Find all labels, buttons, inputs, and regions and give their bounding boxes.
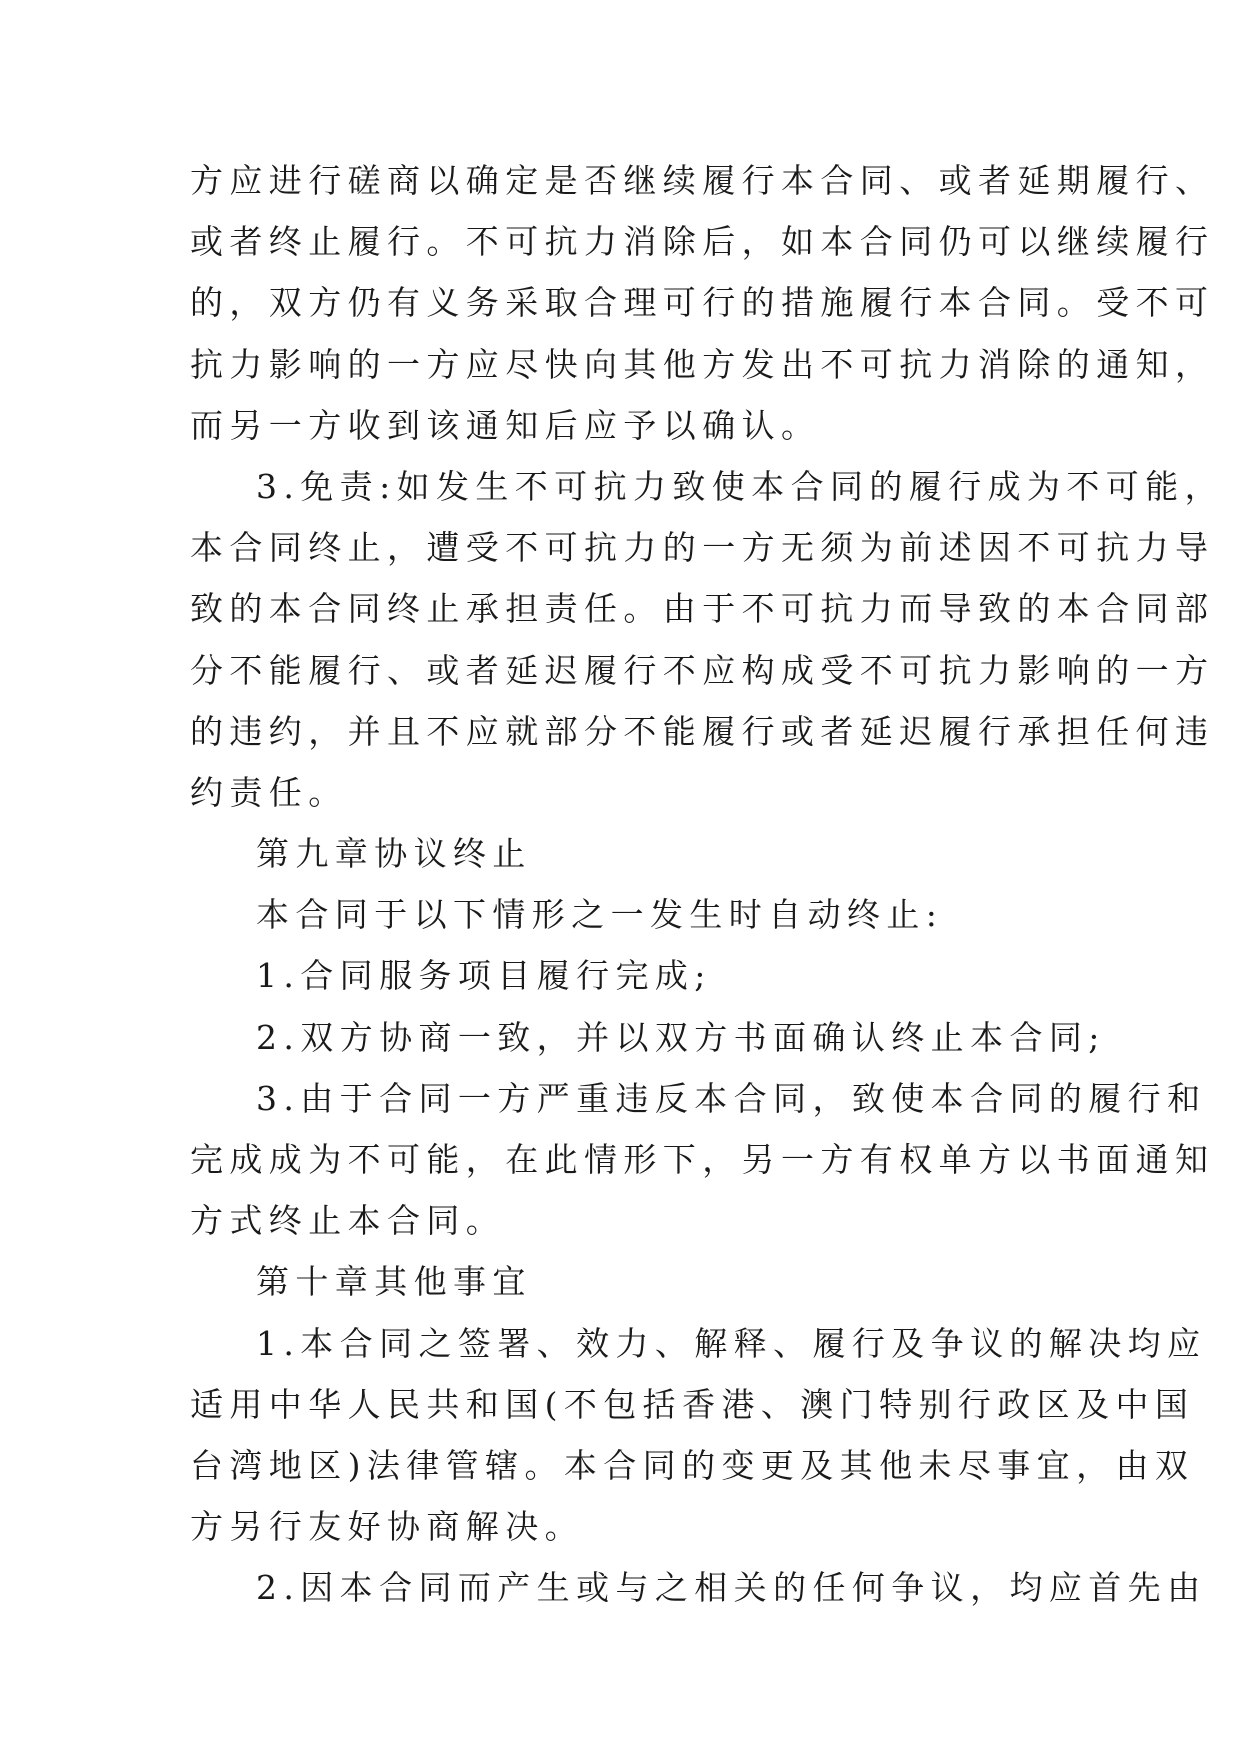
list-item: 2.因本合同而产生或与之相关的任何争议，均应首先由 bbox=[256, 1568, 1207, 1608]
text-line: 本合同于以下情形之一发生时自动终止: bbox=[256, 895, 944, 935]
chapter-heading-9: 第九章协议终止 bbox=[256, 834, 532, 874]
text-line: 完成成为不可能，在此情形下，另一方有权单方以书面通知 bbox=[190, 1140, 1215, 1179]
text-line: 或者终止履行。不可抗力消除后，如本合同仍可以继续履行 bbox=[190, 222, 1215, 262]
text-line: 台湾地区)法律管辖。本合同的变更及其他未尽事宜，由双 bbox=[190, 1445, 1195, 1485]
text-line: 方应进行磋商以确定是否继续履行本合同、或者延期履行、 bbox=[190, 161, 1215, 200]
text-line: 本合同终止，遭受不可抗力的一方无须为前述因不可抗力导 bbox=[190, 528, 1215, 568]
text-line: 抗力影响的一方应尽快向其他方发出不可抗力消除的通知， bbox=[190, 344, 1215, 384]
list-item: 2.双方协商一致，并以双方书面确认终止本合同; bbox=[256, 1017, 1106, 1057]
text-line: 而另一方收到该通知后应予以确认。 bbox=[190, 405, 821, 445]
clause-exemption: 3.免责:如发生不可抗力致使本合同的履行成为不可能， bbox=[256, 466, 1225, 506]
document-page bbox=[190, 150, 1225, 1619]
list-item: 3.由于合同一方严重违反本合同，致使本合同的履行和 bbox=[256, 1078, 1207, 1118]
list-item: 1.合同服务项目履行完成; bbox=[256, 956, 712, 996]
text-line: 方另行友好协商解决。 bbox=[190, 1507, 584, 1547]
text-line: 约责任。 bbox=[190, 772, 348, 812]
text-line: 适用中华人民共和国(不包括香港、澳门特别行政区及中国 bbox=[190, 1384, 1195, 1424]
chapter-heading-10: 第十章其他事宜 bbox=[256, 1262, 532, 1302]
text-line: 的，双方仍有义务采取合理可行的措施履行本合同。受不可 bbox=[190, 283, 1215, 323]
text-line: 方式终止本合同。 bbox=[190, 1201, 506, 1241]
text-line: 致的本合同终止承担责任。由于不可抗力而导致的本合同部 bbox=[190, 589, 1215, 629]
list-item: 1.本合同之签署、效力、解释、履行及争议的解决均应 bbox=[256, 1323, 1207, 1363]
text-line: 分不能履行、或者延迟履行不应构成受不可抗力影响的一方 bbox=[190, 650, 1215, 690]
text-line: 的违约，并且不应就部分不能履行或者延迟履行承担任何违 bbox=[190, 711, 1215, 751]
